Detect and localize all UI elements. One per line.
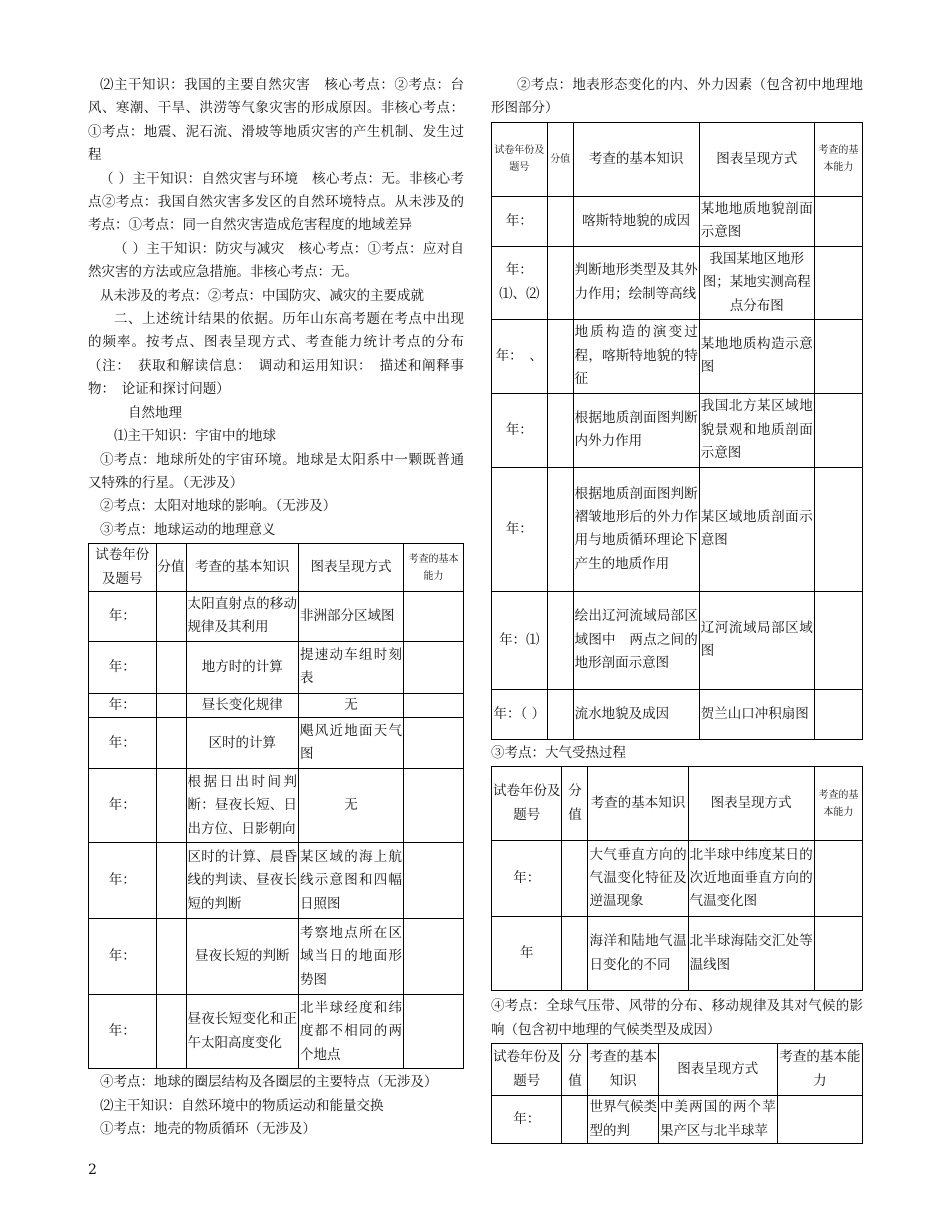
table-row	[492, 917, 863, 991]
table-row	[89, 769, 464, 843]
cell-year: 年：（ ）	[492, 689, 548, 739]
cell-score	[156, 995, 186, 1069]
paragraph-never-covered: 从未涉及的考点：②考点：中国防灾、减灾的主要成就	[100, 287, 424, 304]
cell-chart: 贺兰山口冲积扇图	[699, 689, 814, 739]
cell-score	[562, 841, 588, 917]
cell-chart: 飓风近地面天气图	[299, 718, 404, 769]
cell-chart: 北半球中纬度某日的 次近地面垂直方向的气温变化图	[688, 841, 814, 917]
cell-chart: 辽河流域局部区域图	[699, 591, 814, 689]
cell-ability	[814, 841, 862, 917]
heading-earth-in-universe: ⑴主干知识：宇宙中的地球	[114, 428, 276, 445]
cell-year: 年：	[492, 393, 548, 467]
cell-score	[156, 718, 186, 769]
cell-year: 年：	[492, 196, 548, 246]
col-header-year: 试卷年份及题号	[89, 544, 157, 592]
cell-knowledge: 根据日出时间判断：昼夜长短、日出方位、日影朝向	[186, 769, 299, 843]
cell-chart: 中美两国的两个苹果产区与北半球苹	[658, 1096, 777, 1144]
cell-chart: 无	[299, 769, 404, 843]
cell-ability	[404, 919, 464, 995]
cell-year: 年：	[89, 919, 157, 995]
col-header-score: 分值	[562, 1044, 588, 1096]
cell-year: 年：	[89, 843, 157, 919]
col-header-knowledge: 考查的基本知识	[588, 1044, 658, 1096]
point-sun-influence: ②考点：太阳对地球的影响。（无涉及）	[100, 498, 337, 515]
table-landform-forces	[491, 122, 863, 740]
cell-score	[547, 246, 573, 319]
left-column	[88, 74, 464, 1142]
cell-year: 年：	[89, 718, 157, 769]
heading-material-energy: ⑵主干知识：自然环境中的物质运动和能量交换	[100, 1097, 384, 1114]
table-header-row	[492, 122, 863, 196]
cell-ability	[814, 196, 862, 246]
cell-year: 年：⑴	[492, 591, 548, 689]
cell-chart: 非洲部分区域图	[299, 591, 404, 641]
cell-ability	[814, 689, 862, 739]
cell-year: 年：	[89, 995, 157, 1069]
cell-ability	[814, 917, 862, 991]
cell-knowledge: 太阳直射点的移动规律及其利用	[186, 591, 299, 641]
col-header-ability: 考查的基本能力	[404, 544, 464, 592]
title-pressure-belts: ④考点：全球气压带、风带的分布、移动规律及其对气候的影响（包含初中地理的气候类型及成因）	[491, 998, 863, 1038]
table-row	[89, 919, 464, 995]
col-header-year: 试卷年份及题号	[492, 1044, 562, 1096]
col-header-year: 试卷年份及题号	[492, 767, 562, 841]
right-column	[491, 74, 863, 1144]
cell-year: 年：	[89, 769, 157, 843]
col-header-chart: 图表呈现方式	[658, 1044, 777, 1096]
table-row	[492, 841, 863, 917]
cell-chart: 我国某地区地形图；某地实测高程点分布图	[699, 246, 814, 319]
heading-physical-geography: 自然地理	[128, 404, 182, 421]
cell-ability	[404, 995, 464, 1069]
cell-chart: 某区域地质剖面示意图	[699, 467, 814, 591]
table-pressure-belts	[491, 1043, 863, 1144]
cell-year: 年：	[89, 591, 157, 641]
table-header-row	[89, 544, 464, 592]
cell-ability	[404, 641, 464, 693]
col-header-chart: 图表呈现方式	[699, 122, 814, 196]
cell-year: 年：	[89, 693, 157, 717]
col-header-chart: 图表呈现方式	[688, 767, 814, 841]
cell-score	[562, 917, 588, 991]
cell-chart: 北半球经度和纬度都不相同的两个地点	[299, 995, 404, 1069]
cell-score	[547, 689, 573, 739]
table-row	[89, 718, 464, 769]
point-crust-cycle: ①考点：地壳的物质循环（无涉及）	[100, 1121, 316, 1138]
cell-knowledge: 昼长变化规律	[186, 693, 299, 717]
table-row	[492, 689, 863, 739]
col-header-knowledge: 考查的基本知识	[186, 544, 299, 592]
paragraph-disaster-environment: （ ）主干知识：自然灾害与环境 核心考点：无。非核心考点②考点：我国自然灾害多发区的自然环境特点。从未涉及的考点：①考点：同一自然灾害造成危害程度的地域差异	[88, 170, 464, 234]
cell-ability	[814, 393, 862, 467]
cell-chart: 无	[299, 693, 404, 717]
cell-knowledge: 区时的计算、晨昏线的判读、昼夜长短的判断	[186, 843, 299, 919]
col-header-score: 分值	[562, 767, 588, 841]
cell-chart: 提速动车组时刻表	[299, 641, 404, 693]
cell-knowledge: 昼夜长短变化和正午太阳高度变化	[186, 995, 299, 1069]
table-row	[89, 995, 464, 1069]
cell-score	[156, 843, 186, 919]
cell-ability	[814, 319, 862, 393]
cell-chart: 某地地质地貌剖面示意图	[699, 196, 814, 246]
cell-chart: 某地地质构造示意图	[699, 319, 814, 393]
cell-score	[547, 393, 573, 467]
cell-knowledge: 世界气候类型的判	[588, 1096, 658, 1144]
title-atmospheric-heating: ③考点：大气受热过程	[491, 744, 626, 761]
point-earth-motion: ③考点：地球运动的地理意义	[100, 521, 276, 538]
cell-knowledge: 区时的计算	[186, 718, 299, 769]
table-row	[492, 467, 863, 591]
cell-score	[562, 1096, 588, 1144]
cell-score	[156, 919, 186, 995]
cell-knowledge: 根据地质剖面图判断褶皱地形后的外力作用与地质循环理论下产生的地质作用	[573, 467, 699, 591]
col-header-year: 试卷年份及题号	[492, 122, 548, 196]
cell-knowledge: 绘出辽河流域局部区域图中 两点之间的地形剖面示意图	[573, 591, 699, 689]
cell-ability	[404, 591, 464, 641]
page-number: 2	[88, 1162, 97, 1178]
cell-year: 年：	[492, 841, 562, 917]
table-row	[492, 591, 863, 689]
col-header-ability: 考查的基本能力	[777, 1044, 862, 1096]
cell-year: 年：	[89, 641, 157, 693]
cell-chart: 某区域的海上航线示意图和四幅日照图	[299, 843, 404, 919]
col-header-chart: 图表呈现方式	[299, 544, 404, 592]
table-row	[492, 196, 863, 246]
cell-knowledge: 昼夜长短的判断	[186, 919, 299, 995]
table-row	[492, 393, 863, 467]
cell-ability	[814, 467, 862, 591]
cell-ability	[777, 1096, 862, 1144]
point-cosmic-environment: ①考点：地球所处的宇宙环境。地球是太阳系中一颗既普通又特殊的行星。（无涉及）	[88, 451, 464, 491]
table-header-row	[492, 767, 863, 841]
col-header-score: 分值	[547, 122, 573, 196]
cell-chart: 北半球海陆交汇处等温线图	[688, 917, 814, 991]
cell-knowledge: 海洋和陆地气温日变化的不同	[588, 917, 688, 991]
paragraph-disasters: ⑵主干知识：我国的主要自然灾害 核心考点：②考点：台风、寒潮、干旱、洪涝等气象灾害的形成原因。非核心考点：①考点：地震、泥石流、滑坡等地质灾害的产生机制、发生过程	[88, 77, 464, 164]
col-header-knowledge: 考查的基本知识	[573, 122, 699, 196]
cell-knowledge: 喀斯特地貌的成因	[573, 196, 699, 246]
table-row	[492, 1096, 863, 1144]
cell-ability	[814, 246, 862, 319]
cell-year: 年	[492, 917, 562, 991]
table-row	[89, 641, 464, 693]
point-earth-layers: ④考点：地球的圈层结构及各圈层的主要特点（无涉及）	[100, 1074, 438, 1091]
cell-knowledge: 地质构造的演变过程，喀斯特地貌的特征	[573, 319, 699, 393]
cell-score	[547, 319, 573, 393]
cell-ability	[404, 718, 464, 769]
cell-score	[156, 693, 186, 717]
col-header-score: 分值	[156, 544, 186, 592]
cell-year: 年：	[492, 467, 548, 591]
cell-knowledge: 大气垂直方向的气温变化特征及逆温现象	[588, 841, 688, 917]
cell-score	[547, 467, 573, 591]
cell-score	[547, 591, 573, 689]
cell-knowledge: 流水地貌及成因	[573, 689, 699, 739]
cell-score	[156, 641, 186, 693]
cell-ability	[814, 591, 862, 689]
col-header-knowledge: 考查的基本知识	[588, 767, 688, 841]
cell-score	[547, 196, 573, 246]
cell-year: 年： 、	[492, 319, 548, 393]
table-row	[89, 591, 464, 641]
col-header-ability: 考查的基本能力	[814, 767, 862, 841]
cell-ability	[404, 843, 464, 919]
table-row	[89, 693, 464, 717]
cell-score	[156, 769, 186, 843]
paragraph-disaster-prevention: （ ）主干知识：防灾与减灾 核心考点：①考点：应对自然灾害的方法或应急措施。非核心考点：无。	[88, 240, 464, 281]
cell-ability	[404, 769, 464, 843]
cell-knowledge: 地方时的计算	[186, 641, 299, 693]
table-row	[89, 843, 464, 919]
cell-year: 年：	[492, 1096, 562, 1144]
cell-chart: 我国北方某区域地貌景观和地质剖面示意图	[699, 393, 814, 467]
col-header-ability: 考查的基本能力	[814, 122, 862, 196]
cell-knowledge: 判断地形类型及其外力作用；绘制等高线	[573, 246, 699, 319]
paragraph-section-two: 二、上述统计结果的依据。历年山东高考题在考点中出现的频率。按考点、图表呈现方式、考查能力统计考点的分布（注： 获取和解读信息： 调动和运用知识： 描述和阐释事物： 论证和探讨问题）	[88, 311, 464, 398]
table-row	[492, 246, 863, 319]
title-landform-forces: ②考点：地表形态变化的内、外力因素（包含初中地理地形图部分）	[491, 77, 863, 117]
table-header-row	[492, 1044, 863, 1096]
cell-chart: 考察地点所在区域当日的地面形势图	[299, 919, 404, 995]
cell-score	[156, 591, 186, 641]
table-earth-motion	[88, 543, 464, 1069]
cell-ability	[404, 693, 464, 717]
cell-knowledge: 根据地质剖面图判断内外力作用	[573, 393, 699, 467]
table-atmospheric-heating	[491, 766, 863, 991]
cell-year: 年：⑴、⑵	[492, 246, 548, 319]
table-row	[492, 319, 863, 393]
